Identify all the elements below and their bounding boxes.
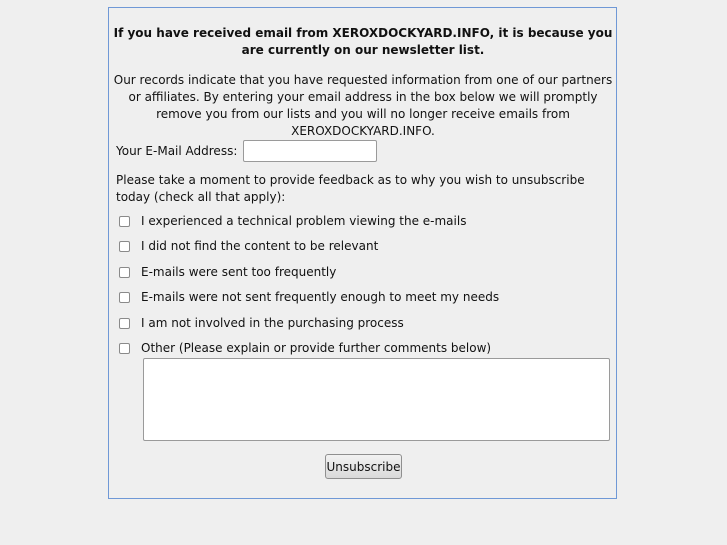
checkbox[interactable]: [119, 318, 130, 329]
email-row: [116, 140, 377, 162]
option-label: Other (Please explain or provide further comments below): [141, 341, 492, 355]
option-too-frequent[interactable]: [119, 265, 336, 279]
checkbox[interactable]: [119, 292, 130, 303]
email-input[interactable]: [243, 140, 377, 162]
checkbox[interactable]: [119, 241, 130, 252]
option-other[interactable]: [119, 341, 491, 355]
option-label: I experienced a technical problem viewing the e-mails: [141, 214, 467, 228]
checkbox[interactable]: [119, 267, 130, 278]
option-not-relevant[interactable]: [119, 239, 378, 253]
feedback-prompt: Please take a moment to provide feedback as to why you wish to unsubscribe today (check all that apply):: [116, 173, 585, 204]
option-technical-problem[interactable]: [119, 214, 466, 228]
checkbox[interactable]: [119, 216, 130, 227]
unsubscribe-panel: [108, 7, 617, 499]
option-not-involved[interactable]: [119, 316, 404, 330]
notice-intro: Our records indicate that you have requested information from one of our partners or affiliates. By entering your email address in the box below we will promptly remove you from our lists and you will no longer receive emails from XEROXDOCKYARD.INFO.: [113, 73, 613, 138]
notice-heading: If you have received email from XEROXDOCKYARD.INFO, it is because you are currently on our newsletter list.: [113, 26, 613, 57]
email-label: Your E-Mail Address:: [116, 144, 238, 158]
option-label: I am not involved in the purchasing process: [141, 316, 404, 330]
option-label: E-mails were not sent frequently enough to meet my needs: [141, 290, 500, 304]
checkbox[interactable]: [119, 343, 130, 354]
comments-textarea[interactable]: [143, 358, 610, 441]
option-label: E-mails were sent too frequently: [141, 265, 337, 279]
option-not-frequent-enough[interactable]: [119, 290, 499, 304]
option-label: I did not find the content to be relevant: [141, 239, 379, 253]
unsubscribe-button[interactable]: Unsubscribe: [325, 454, 402, 479]
